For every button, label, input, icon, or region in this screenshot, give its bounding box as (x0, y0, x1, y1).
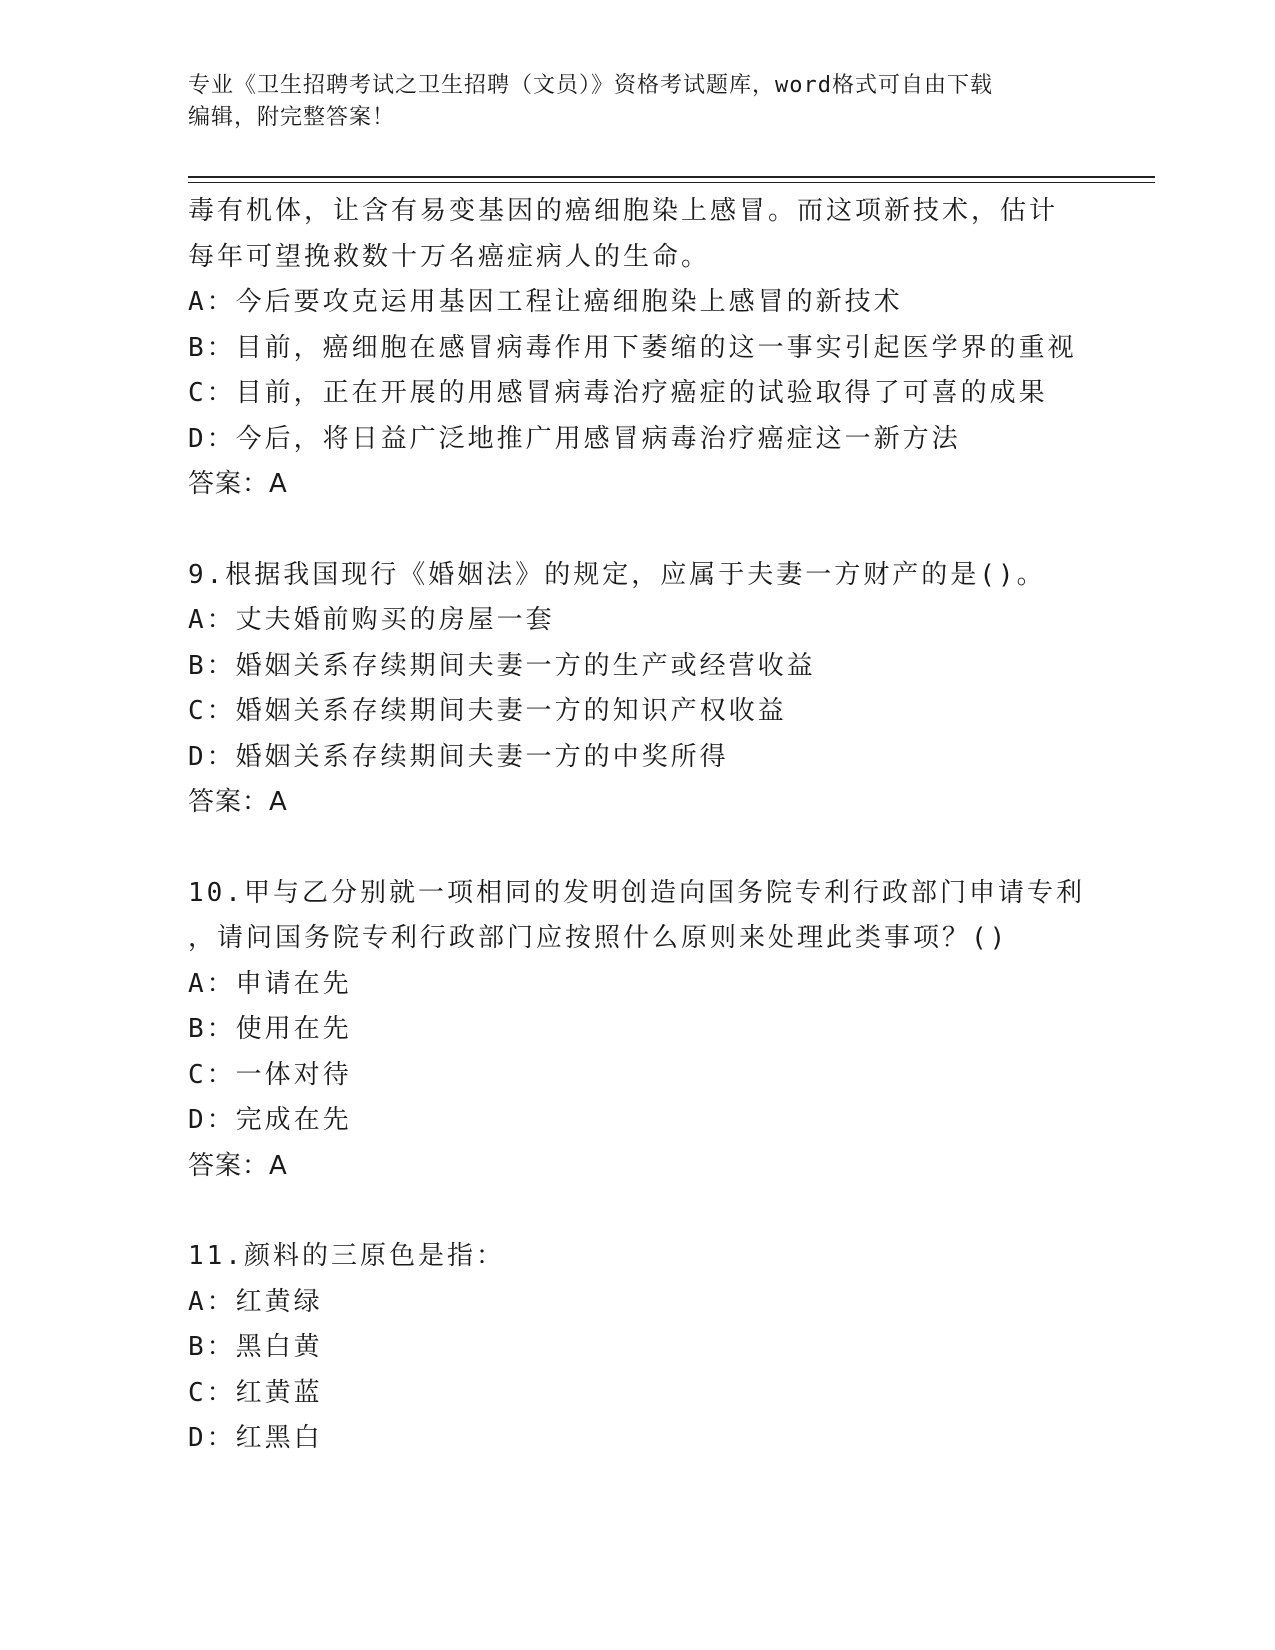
question-content (188, 189, 1088, 1462)
header-divider-thick (188, 176, 1155, 178)
option-a: A：今后要攻克运用基因工程让癌细胞染上感冒的新技术 (188, 287, 903, 317)
question-text-line: 10.甲与乙分别就一项相同的发明创造向国务院专利行政部门申请专利 (188, 877, 1085, 908)
option-a: A：申请在先 (188, 968, 352, 999)
option-b: B：婚姻关系存续期间夫妻一方的生产或经营收益 (188, 650, 816, 681)
option-b: B：目前，癌细胞在感冒病毒作用下萎缩的这一事实引起医学界的重视 (188, 332, 1077, 363)
question-10 (188, 871, 1088, 1190)
option-d: D：红黑白 (188, 1423, 323, 1453)
question-text-line: 每年可望挽救数十万名癌症病人的生命。 (188, 241, 711, 272)
document-header (188, 70, 1088, 134)
question-11 (188, 1234, 1088, 1462)
question-text-line: ，请问国务院专利行政部门应按照什么原则来处理此类事项？() (188, 923, 1009, 953)
option-b: B：黑白黄 (188, 1332, 323, 1362)
spacer (188, 1189, 1088, 1234)
option-c: C：婚姻关系存续期间夫妻一方的知识产权收益 (188, 696, 787, 726)
header-line-2: 编辑，附完整答案！ (188, 105, 396, 130)
option-c: C：红黄蓝 (188, 1377, 323, 1408)
answer-line: 答案：A (188, 787, 288, 817)
question-8-continuation (188, 189, 1088, 508)
option-d: D：婚姻关系存续期间夫妻一方的中奖所得 (188, 741, 729, 772)
answer-line: 答案：A (188, 1150, 288, 1181)
spacer (188, 826, 1088, 871)
option-b: B：使用在先 (188, 1014, 352, 1044)
option-d: D：完成在先 (188, 1105, 352, 1135)
question-text-line: 毒有机体，让含有易变基因的癌细胞染上感冒。而这项新技术，估计 (188, 196, 1059, 226)
question-text: 11.颜料的三原色是指： (188, 1241, 505, 1271)
question-9 (188, 553, 1088, 826)
option-d: D：今后，将日益广泛地推广用感冒病毒治疗癌症这一新方法 (188, 423, 961, 454)
option-c: C：一体对待 (188, 1059, 352, 1090)
header-line-1: 专业《卫生招聘考试之卫生招聘（文员）》资格考试题库，word格式可自由下载 (188, 73, 993, 98)
question-text: 9.根据我国现行《婚姻法》的规定，应属于夫妻一方财产的是()。 (188, 559, 1046, 590)
option-c: C：目前，正在开展的用感冒病毒治疗癌症的试验取得了可喜的成果 (188, 378, 1048, 408)
header-divider-thin (188, 182, 1155, 183)
option-a: A：红黄绿 (188, 1286, 323, 1317)
answer-line: 答案：A (188, 469, 288, 499)
spacer (188, 508, 1088, 553)
option-a: A：丈夫婚前购买的房屋一套 (188, 605, 555, 635)
